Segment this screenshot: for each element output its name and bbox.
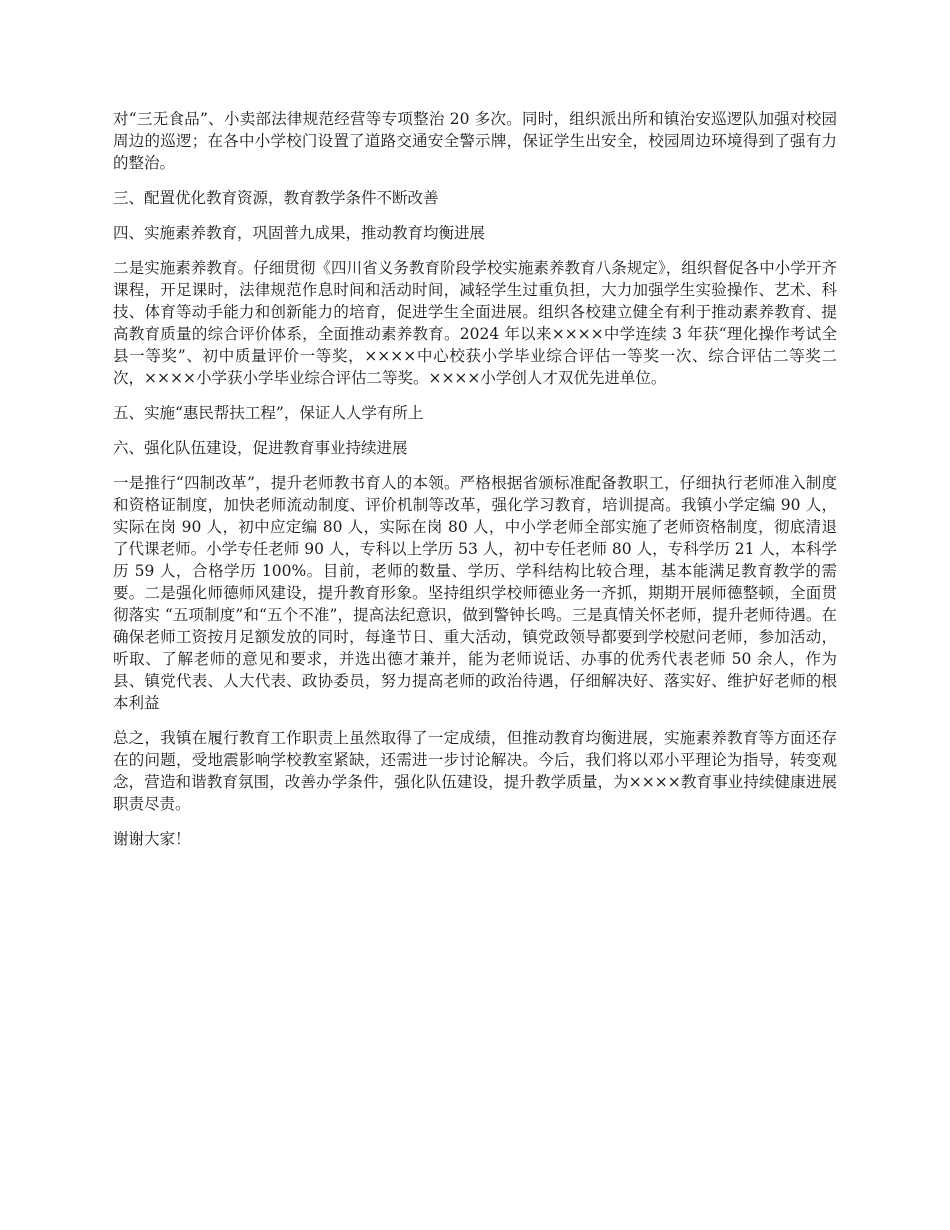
paragraph-campus-safety: 对“三无食品”、小卖部法律规范经营等专项整治 20 多次。同时，组织派出所和镇治安巡逻队加强对校园周边的巡逻；在各中小学校门设置了道路交通安全警示牌，保证学生出安全，校园周边环境得到了强有力的整治。 bbox=[113, 110, 837, 172]
section-heading-3: 三、配置优化教育资源，教育教学条件不断改善 bbox=[113, 189, 439, 207]
paragraph-quality-education: 二是实施素养教育。仔细贯彻《四川省义务教育阶段学校实施素养教育八条规定》，组织督促各中小学开齐课程，开足课时，法律规范作息时间和活动时间，减轻学生过重负担，大力加强学生实验操作、艺术、科技、体育等动手能力和创新能力的培育，促进学生全面进展。组织各校建立健全有利于推动素养教育、提高教育质量的综合评价体系，全面推动素养教育。2024 年以来××××中学连续 3 年获“理化操作考试全县一等奖”、初中质量评价一等奖，××××中心校获小学毕业综合评估一等奖一次、综合评估二等奖二次，××××小学获小学毕业综合评估二等奖。××××小学创人才双优先进单位。 bbox=[113, 259, 837, 387]
paragraph-teacher-reform: 一是推行“四制改革”，提升老师教书育人的本领。严格根据省颁标准配备教职工，仔细执行老师准入制度和资格证制度，加快老师流动制度、评价机制等改革，强化学习教育，培训提高。我镇小学定编 90 人，实际在岗 90 人，初中应定编 80 人，实际在岗 80 人，中小学老师全部实施了老师资格制度，彻底清退了代课老师。小学专任老师 90 人，专科以上学历 53 人，初中专任老师 80 人，专科学历 21 人，本科学历 59 人，合格学历 100%。目前，老师的数量、学历、学科结构比较合理，基本能满足教育教学的需要。二是强化师德师风建设，提升教育形象。坚持组织学校师德业务一齐抓，期期开展师德整顿，全面贯彻落实 “五项制度”和“五个不准”，提高法纪意识，做到警钟长鸣。三是真情关怀老师，提升老师待遇。在确保老师工资按月足额发放的同时，每逢节日、重大活动，镇党政领导都要到学校慰问老师，参加活动，听取、了解老师的意见和要求，并选出德才兼并，能为老师说话、办事的优秀代表老师 50 余人，作为县、镇党代表、人大代表、政协委员，努力提高老师的政治待遇，仔细解决好、落实好、维护好老师的根本利益 bbox=[113, 474, 837, 712]
section-heading-6: 六、强化队伍建设，促进教育事业持续进展 bbox=[113, 439, 408, 457]
section-heading-4: 四、实施素养教育，巩固普九成果，推动教育均衡进展 bbox=[113, 224, 486, 242]
section-heading-5: 五、实施“惠民帮扶工程”，保证人人学有所上 bbox=[113, 404, 424, 422]
document-page bbox=[113, 108, 837, 863]
paragraph-summary: 总之，我镇在履行教育工作职责上虽然取得了一定成绩，但推动教育均衡进展，实施素养教育等方面还存在的问题，受地震影响学校教室紧缺，还需进一步讨论解决。今后，我们将以邓小平理论为指导，转变观念，营造和谐教育氛围，改善办学条件，强化队伍建设，提升教学质量，为××××教育事业持续健康进展职责尽责。 bbox=[113, 729, 837, 813]
paragraph-closing: 谢谢大家！ bbox=[113, 830, 191, 848]
